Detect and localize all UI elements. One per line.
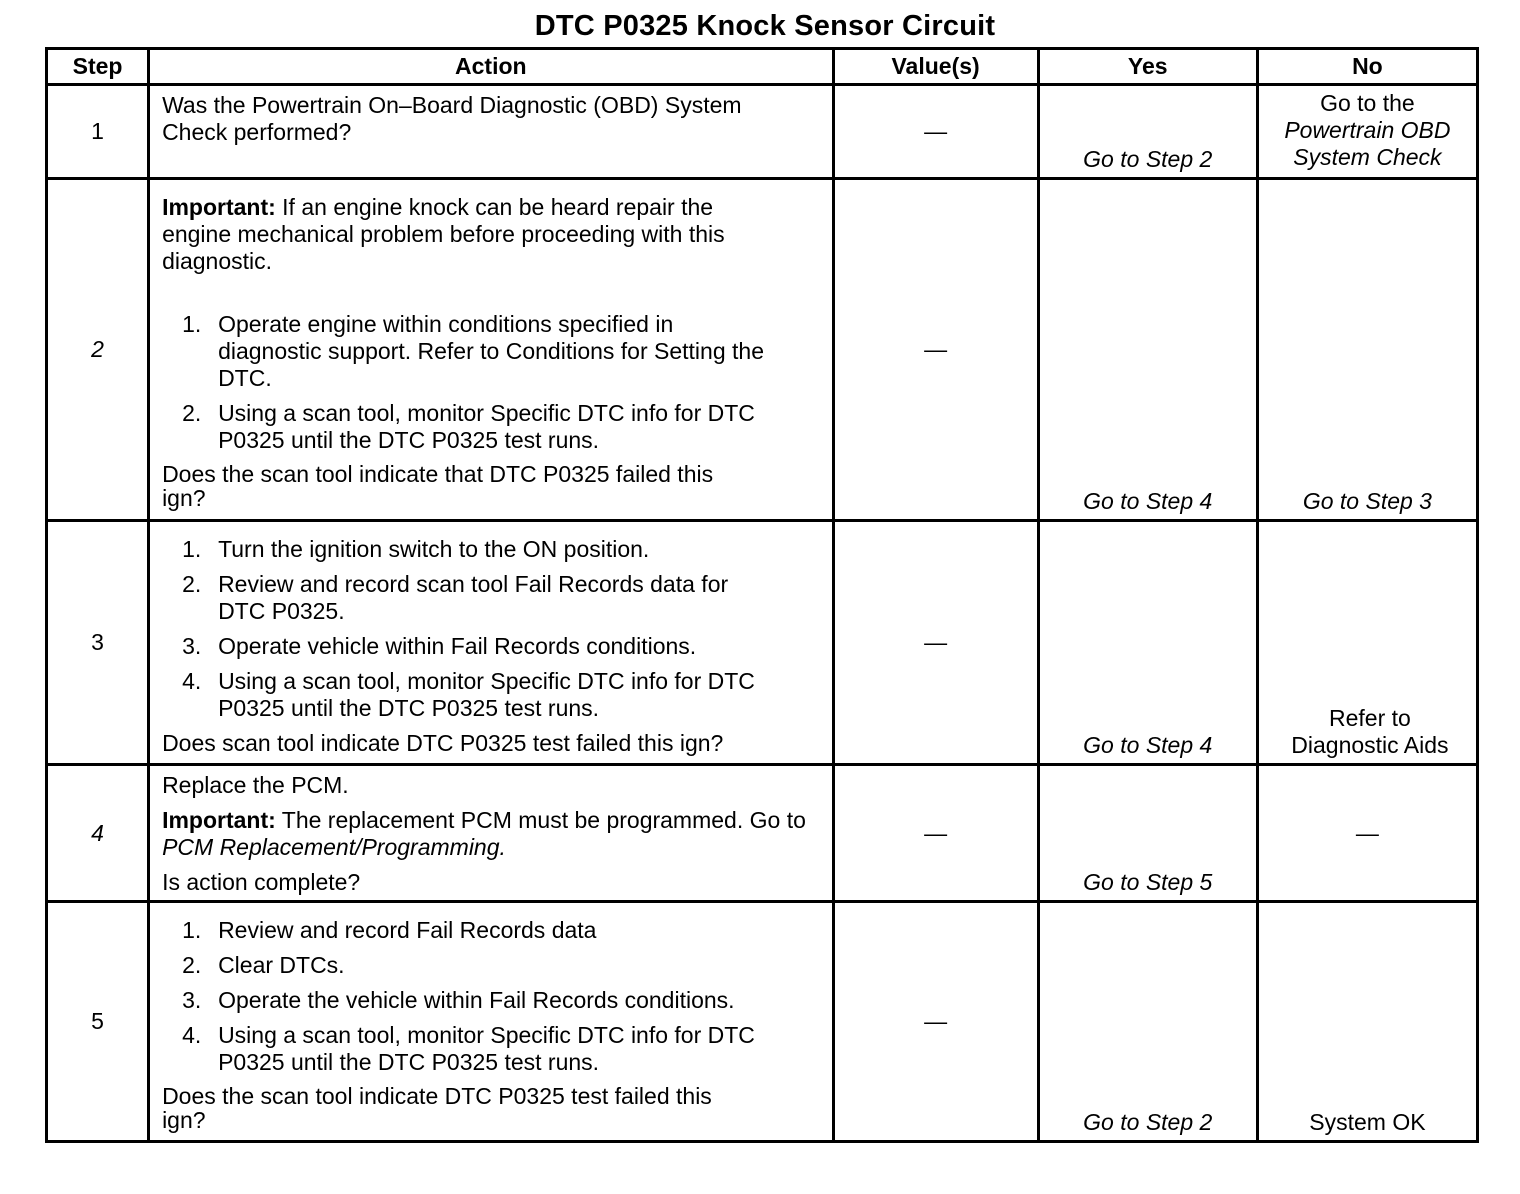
yes-cell: Go to Step 4 [1038, 521, 1257, 765]
value-cell: — [833, 179, 1038, 521]
yes-cell: Go to Step 4 [1038, 179, 1257, 521]
important-text: If an engine knock can be heard repair the engine mechanical problem before proceeding with this diagnostic. [162, 194, 725, 274]
question-text: Does the scan tool indicate DTC P0325 test failed this ign? [162, 1083, 712, 1133]
header-row [47, 49, 1478, 85]
page-title: DTC P0325 Knock Sensor Circuit [534, 10, 996, 42]
no-cell: System OK [1257, 902, 1477, 1142]
list-item: 3. Operate vehicle within Fail Records conditions. [182, 633, 697, 659]
list-item: 4. Using a scan tool, monitor Specific DTC info for DTC P0325 until the DTC P0325 test runs. [182, 668, 755, 721]
step-number: 1 [47, 85, 149, 179]
important-label: Important: [162, 194, 276, 220]
value-cell: — [833, 521, 1038, 765]
list-item: 1. Turn the ignition switch to the ON position. [182, 536, 650, 562]
action-cell [149, 85, 833, 179]
action-cell [149, 902, 833, 1142]
header-values: Value(s) [833, 49, 1038, 85]
list-item: 1. Review and record Fail Records data [182, 917, 597, 943]
important-label: Important: [162, 807, 276, 833]
important-text: The replacement PCM must be programmed. Go to [281, 807, 806, 833]
yes-cell: Go to Step 2 [1038, 902, 1257, 1142]
procedure-list [162, 536, 821, 722]
question-text: Does the scan tool indicate that DTC P0325 failed this ign? [162, 461, 714, 511]
header-no: No [1257, 49, 1477, 85]
no-cell: Refer to Diagnostic Aids [1257, 521, 1477, 765]
no-cell: Go to Step 3 [1257, 179, 1477, 521]
no-link-powertrain-obd: Powertrain OBD System Check [1284, 117, 1451, 170]
action-cell [149, 179, 833, 521]
value-cell: — [833, 902, 1038, 1142]
value-cell: — [833, 85, 1038, 179]
important-note [162, 807, 821, 861]
question-text: Does scan tool indicate DTC P0325 test failed this ign? [162, 730, 724, 756]
table-row [47, 902, 1478, 1142]
yes-cell: Go to Step 2 [1038, 85, 1257, 179]
list-item: 3. Operate the vehicle within Fail Records conditions. [182, 987, 735, 1013]
pcm-programming-link[interactable]: PCM Replacement/Programming. [162, 834, 506, 860]
list-item: 4. Using a scan tool, monitor Specific DTC info for DTC P0325 until the DTC P0325 test runs. [182, 1022, 755, 1075]
diagnostic-table [45, 47, 1479, 1143]
header-action: Action [149, 49, 833, 85]
header-yes: Yes [1038, 49, 1257, 85]
yes-cell: Go to Step 5 [1038, 765, 1257, 902]
procedure-list [162, 311, 821, 454]
table-row [47, 85, 1478, 179]
table-row [47, 521, 1478, 765]
action-line: Replace the PCM. [162, 772, 349, 798]
table-row [47, 179, 1478, 521]
list-item: 2. Review and record scan tool Fail Records data for DTC P0325. [182, 571, 729, 624]
no-text-line1: Go to the [1320, 90, 1415, 116]
no-cell: — [1257, 765, 1477, 902]
important-note [162, 194, 821, 275]
action-text: Was the Powertrain On–Board Diagnostic (OBD) System Check performed? [162, 92, 742, 145]
procedure-list [162, 917, 821, 1076]
action-cell [149, 521, 833, 765]
list-item: 1. Operate engine within conditions specified in diagnostic support. Refer to Conditions for Setting the DTC. [182, 311, 764, 391]
step-number: 5 [47, 902, 149, 1142]
step-number: 4 [47, 765, 149, 902]
value-cell: — [833, 765, 1038, 902]
table-row [47, 765, 1478, 902]
question-text: Is action complete? [162, 869, 361, 895]
list-item: 2. Using a scan tool, monitor Specific DTC info for DTC P0325 until the DTC P0325 test runs. [182, 400, 755, 453]
list-item: 2. Clear DTCs. [182, 952, 345, 978]
header-step: Step [47, 49, 149, 85]
step-number: 2 [47, 179, 149, 521]
step-number: 3 [47, 521, 149, 765]
no-cell [1257, 85, 1477, 179]
action-cell [149, 765, 833, 902]
